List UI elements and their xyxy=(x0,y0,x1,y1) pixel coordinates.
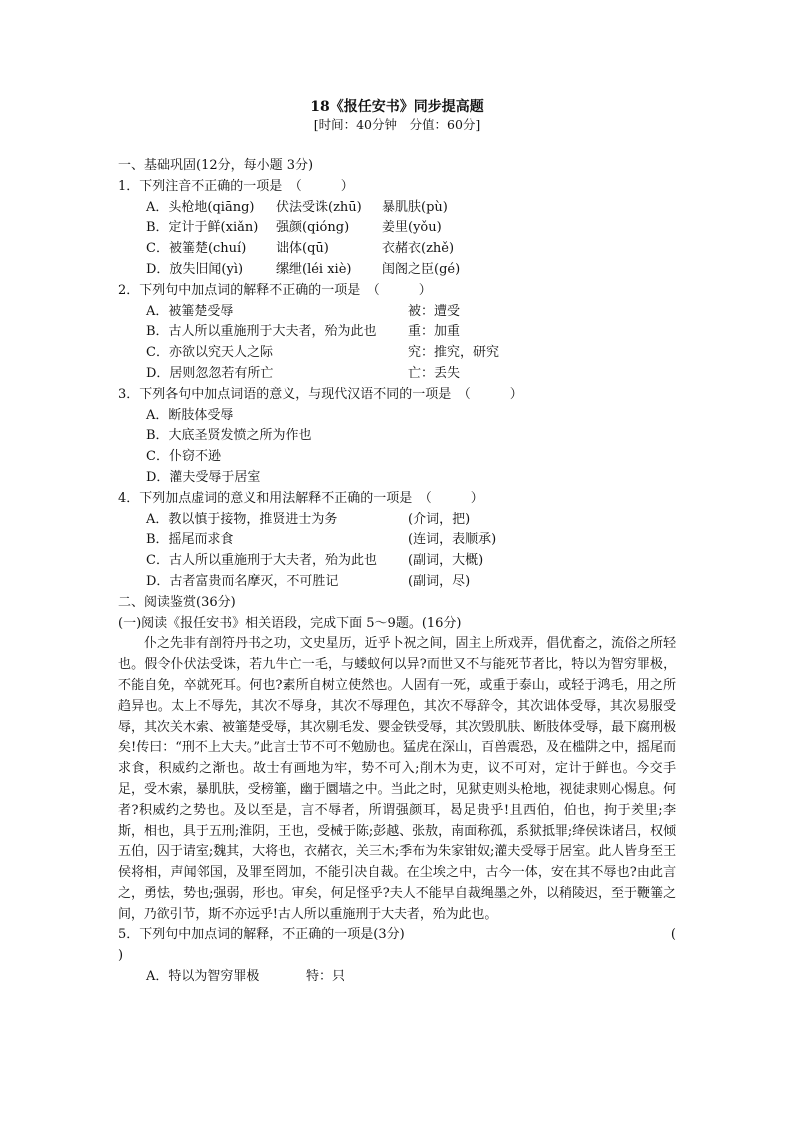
question-2-option: A．被箠楚受辱 被：遭受 xyxy=(146,303,461,319)
answer-paren-open: ( xyxy=(670,927,676,943)
question-4-option: B．摇尾而求食 (连词，表顺承) xyxy=(146,532,497,548)
question-3-option: D．灌夫受辱于居室 xyxy=(146,469,261,485)
question-5-stem-row xyxy=(118,925,676,946)
question-1-option: B．定计于鲜(xiǎn) 强颜(qióng) 姜里(yǒu) xyxy=(146,220,442,236)
question-2-option: D．居则忽忽若有所亡 亡：丢失 xyxy=(146,365,461,381)
section-heading-reading: 二、阅读鉴赏(36分) xyxy=(118,594,236,610)
section-heading-basic: 一、基础巩固(12分，每小题 3分) xyxy=(118,158,314,173)
question-4-option: A．教以慎于接物，推贤进士为务 (介词，把) xyxy=(146,511,471,527)
reading-intro: (一)阅读《报任安书》相关语段，完成下面 5～9题。(16分) xyxy=(118,615,462,631)
question-1-stem: 1．下列注音不正确的一项是 （ ） xyxy=(118,178,354,194)
question-4-option: C．古人所以重施刑于大夫者，殆为此也 (副词，大概) xyxy=(146,553,484,569)
question-3-option: C．仆窃不逊 xyxy=(146,449,221,465)
question-1-option: C．被箠楚(chuí) 诎体(qū) 衣赭衣(zhě) xyxy=(146,241,455,257)
question-3-option: A．断肢体受辱 xyxy=(146,407,234,423)
question-1-option: A．头枪地(qiāng) 伏法受诛(zhū) 暴肌肤(pù) xyxy=(146,199,448,215)
question-5-stem: 5．下列句中加点词的解释，不正确的一项是(3分) xyxy=(118,927,405,943)
question-5-option: A．特以为智穷罪极 特：只 xyxy=(146,969,346,985)
question-4-option: D．古者富贵而名摩灭，不可胜记 (副词，尽) xyxy=(146,573,471,589)
reading-passage: 仆之先非有剖符丹书之功，文史星历，近乎卜祝之间，固主上所戏弄，倡优畜之，流俗之所轻也。假令仆伏法受诛，若九牛亡一毛，与蝼蚁何以异?而世又不与能死节者比，特以为智穷罪极，不能自免，卒就死耳。何也?素所自树立使然也。人固有一死，或重于泰山，或轻于鸿毛，用之所趋异也。太上不辱先，其次不辱身，其次不辱理色，其次不辱辞令，其次诎体受辱，其次易服受辱，其次关木索、被箠楚受辱，其次剔毛发、婴金铁受辱，其次毁肌肤、断肢体受辱，最下腐刑极矣!传曰：“刑不上大夫。”此言士节不可不勉励也。猛虎在深山，百兽震恐，及在槛阱之中，摇尾而求食，积威约之渐也。故士有画地为牢，势不可入;削木为吏，议不可对，定计于鲜也。今交手足，受木索，暴肌肤，受榜箠，幽于圜墙之中。当此之时，见狱吏则头枪地，视徒隶则心惕息。何者?积威约之势也。及以至是，言不辱者，所谓强颜耳，曷足贵乎!且西伯，伯也，拘于羑里;李斯，相也，具于五刑;淮阴，王也，受械于陈;彭越、张敖，南面称孤，系狱抵罪;绛侯诛诸吕，权倾五伯，囚于请室;魏其，大将也，衣赭衣，关三木;季布为朱家钳奴;灌夫受辱于居室。此人皆身至王侯将相，声闻邻国，及罪至罔加，不能引决自裁。在尘埃之中，古今一体，安在其不辱也?由此言之，勇怯，势也;强弱，形也。审矣，何足怪乎?夫人不能早自裁绳墨之外，以稍陵迟，至于鞭箠之间，乃欲引节，斯不亦远乎!古人所以重施刑于大夫者，殆为此也。 xyxy=(118,636,676,922)
page-subtitle: [时间：40分钟 分值：60分] xyxy=(313,117,481,132)
document-page xyxy=(118,98,676,988)
page-title: 18《报任安书》同步提高题 xyxy=(310,99,484,115)
question-2-stem: 2．下列句中加点词的解释不正确的一项是 （ ） xyxy=(118,282,432,298)
answer-paren-close: ) xyxy=(118,948,124,964)
question-1-option: D．放失旧闻(yì) 缧绁(léi xiè) 闺阁之臣(gé) xyxy=(146,261,461,277)
question-2-option: C．亦欲以究天人之际 究：推究，研究 xyxy=(146,345,500,361)
question-2-option: B．古人所以重施刑于大夫者，殆为此也 重：加重 xyxy=(146,324,461,340)
question-4-stem: 4．下列加点虚词的意义和用法解释不正确的一项是 （ ） xyxy=(118,490,484,506)
question-3-option: B．大底圣贤发愤之所为作也 xyxy=(146,428,312,444)
question-3-stem: 3．下列各句中加点词语的意义，与现代汉语不同的一项是 （ ） xyxy=(118,386,523,402)
